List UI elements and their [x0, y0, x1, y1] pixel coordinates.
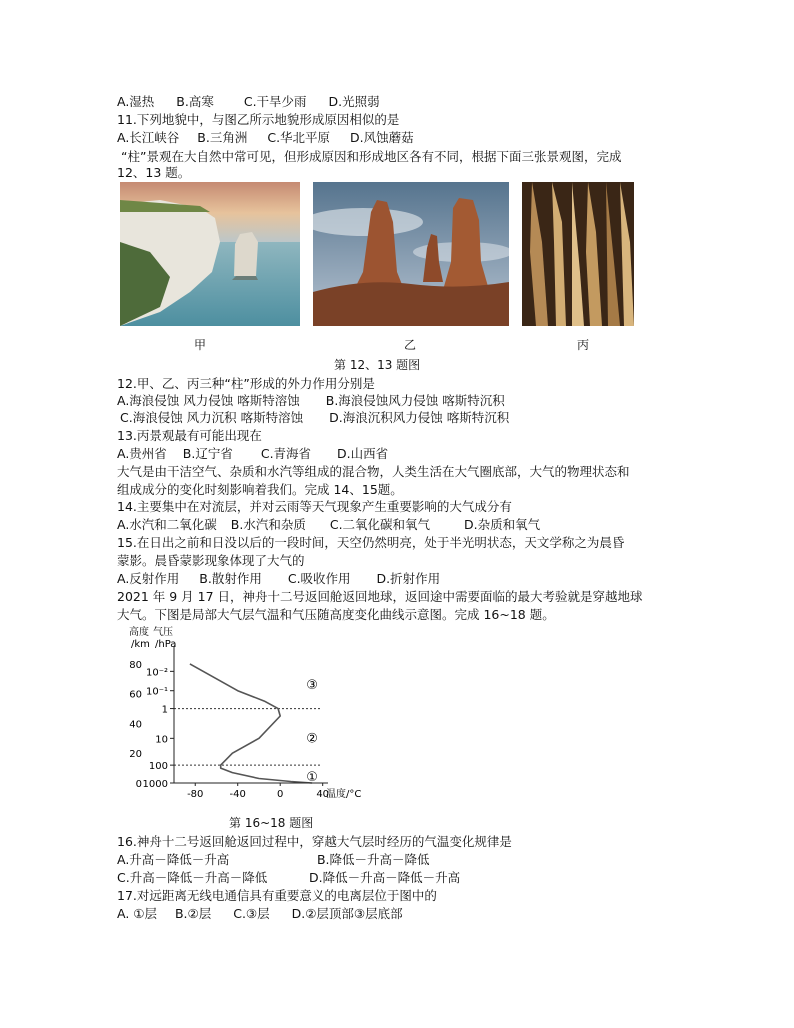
q15-option-b: B.散射作用: [199, 571, 262, 586]
q13-option-b: B.辽宁省: [182, 446, 233, 461]
q15-stem-line2: 蒙影。晨昏蒙影现象体现了大气的: [117, 553, 305, 568]
atmosphere-chart: [120, 622, 365, 802]
height-tick-label: 60: [129, 689, 142, 701]
x-ticks: [187, 783, 329, 800]
pressure-tick-label: 1000: [142, 779, 168, 790]
layer-label: ②: [306, 731, 318, 747]
photo-bing-stalactites: [522, 182, 634, 326]
height-tick-label: 40: [129, 719, 142, 731]
pressure-tick-label: 10: [155, 734, 168, 746]
q12-options-row2: [120, 410, 509, 426]
q15-option-a: A.反射作用: [117, 571, 180, 586]
q11-options: [117, 130, 414, 146]
q14-options: [117, 517, 540, 533]
q17-option-d: D.②层顶部③层底部: [291, 906, 403, 921]
layer-boundaries: [174, 709, 322, 766]
q14-stem: 14.主要集中在对流层，并对云雨等天气现象产生重要影响的大气成分有: [117, 499, 512, 514]
photo-label-yi: 乙: [404, 338, 417, 352]
pressure-tick-label: 1: [161, 704, 168, 716]
q13-stem: 13.丙景观最有可能出现在: [117, 428, 262, 443]
q11-option-d: D.风蚀蘑菇: [350, 130, 414, 145]
intro-14-15-line1: 大气是由干洁空气、杂质和水汽等组成的混合物，人类生活在大气圈底部，大气的物理状态和: [117, 464, 630, 479]
q17-option-c: C.③层: [233, 906, 270, 921]
q16-stem: 16.神舟十二号返回舱返回过程中，穿越大气层时经历的气温变化规律是: [117, 834, 512, 849]
q17-stem: 17.对远距离无线电通信具有重要意义的电离层位于图中的: [117, 888, 437, 903]
q17-option-b: B.②层: [174, 906, 212, 921]
q16-option-d: D.降低－升高－降低－升高: [308, 870, 461, 885]
photo-label-bing: 丙: [577, 338, 590, 352]
q13-option-a: A.贵州省: [117, 446, 167, 461]
q15-option-d: D.折射作用: [376, 571, 441, 586]
pressure-ticks: [143, 667, 174, 790]
q12-option-c: C.海浪侵蚀 风力沉积 喀斯特溶蚀: [120, 410, 304, 425]
q10-options: [117, 94, 380, 110]
q11-option-a: A.长江峡谷: [117, 130, 180, 145]
height-tick-label: 80: [129, 659, 142, 671]
q14-option-a: A.水汽和二氧化碳: [117, 517, 217, 532]
y-axis-height-unit: /km: [131, 639, 150, 650]
intro-12-13-line2: 12、13 题。: [117, 165, 191, 180]
q14-option-b: B.水汽和杂质: [230, 517, 306, 532]
q16-option-c: C.升高－降低－升高－降低: [117, 870, 268, 885]
q15-stem-line1: 15.在日出之前和日没以后的一段时间，天空仍然明亮，处于半光明状态，天文学称之为晨昏: [117, 535, 625, 550]
pressure-tick-label: 100: [148, 761, 168, 773]
height-tick-label: 0: [135, 779, 142, 790]
q12-options-row1: [117, 393, 505, 409]
q12-stem: 12.甲、乙、丙三种“柱”形成的外力作用分别是: [117, 376, 375, 391]
q16-option-b: B.降低－升高－降低: [316, 852, 430, 867]
q11-stem: 11.下列地貌中，与图乙所示地貌形成原因相似的是: [117, 112, 400, 127]
layer-labels: [306, 678, 318, 785]
q15-options: [117, 571, 440, 587]
q15-option-c: C.吸收作用: [287, 571, 351, 586]
q10-option-b: B.高寒: [176, 94, 214, 109]
intro-12-13-line1: “柱”景观在大自然中常可见，但形成原因和形成地区各有不同，根据下面三张景观图，完成: [121, 149, 622, 164]
x-axis-label: 温度/°C: [326, 789, 362, 800]
q12-option-b: B.海浪侵蚀风力侵蚀 喀斯特沉积: [325, 393, 505, 408]
q10-option-d: D.光照弱: [328, 94, 380, 109]
q13-option-c: C.青海省: [260, 446, 312, 461]
pressure-tick-label: 10⁻²: [145, 667, 168, 679]
height-tick-label: 20: [129, 749, 142, 761]
x-tick-label: -40: [229, 789, 246, 800]
q14-option-d: D.杂质和氧气: [464, 517, 541, 532]
photo-caption: 第 12、13 题图: [334, 358, 421, 372]
photo-jia-sea-stack: [120, 182, 300, 326]
q11-option-c: C.华北平原: [267, 130, 331, 145]
q10-option-a: A.湿热: [117, 94, 155, 109]
q12-option-a: A.海浪侵蚀 风力侵蚀 喀斯特溶蚀: [117, 393, 300, 408]
q17-options: [117, 906, 403, 922]
x-tick-label: 40: [316, 789, 330, 800]
q16-option-a: A.升高－降低－升高: [117, 852, 230, 867]
q17-option-a: A. ①层: [117, 906, 157, 921]
q10-option-c: C.干旱少雨: [243, 94, 307, 109]
intro-16-18-line2: 大气。下图是局部大气层气温和气压随高度变化曲线示意图。完成 16~18 题。: [117, 607, 555, 622]
chart-caption: 第 16~18 题图: [229, 816, 314, 830]
x-tick-label: -80: [187, 789, 204, 800]
y-axis-pressure-unit: /hPa: [155, 639, 177, 650]
pressure-tick-label: 10⁻¹: [145, 686, 168, 698]
q16-options-row2: [117, 870, 460, 886]
q12-option-d: D.海浪沉积风力侵蚀 喀斯特沉积: [329, 410, 510, 425]
q13-option-d: D.山西省: [337, 446, 389, 461]
y-axis-pressure-label: 气压: [153, 627, 173, 638]
intro-16-18-line1: 2021 年 9 月 17 日，神舟十二号返回舱返回地球，返回途中需要面临的最大考验就是穿越地球: [117, 589, 643, 604]
q14-option-c: C.二氧化碳和氧气: [329, 517, 431, 532]
photo-yi-rock-pillars: [313, 182, 509, 326]
intro-14-15-line2: 组成成分的变化时刻影响着我们。完成 14、15题。: [117, 482, 403, 497]
q13-options: [117, 446, 388, 462]
x-tick-label: 0: [277, 789, 284, 800]
q16-options-row1: [117, 852, 430, 868]
layer-label: ③: [306, 677, 318, 693]
height-ticks: [129, 660, 142, 790]
q11-option-b: B.三角洲: [197, 130, 248, 145]
photo-label-jia: 甲: [194, 338, 207, 352]
layer-label: ①: [306, 770, 318, 786]
y-axis-height-label: 高度: [129, 627, 149, 638]
